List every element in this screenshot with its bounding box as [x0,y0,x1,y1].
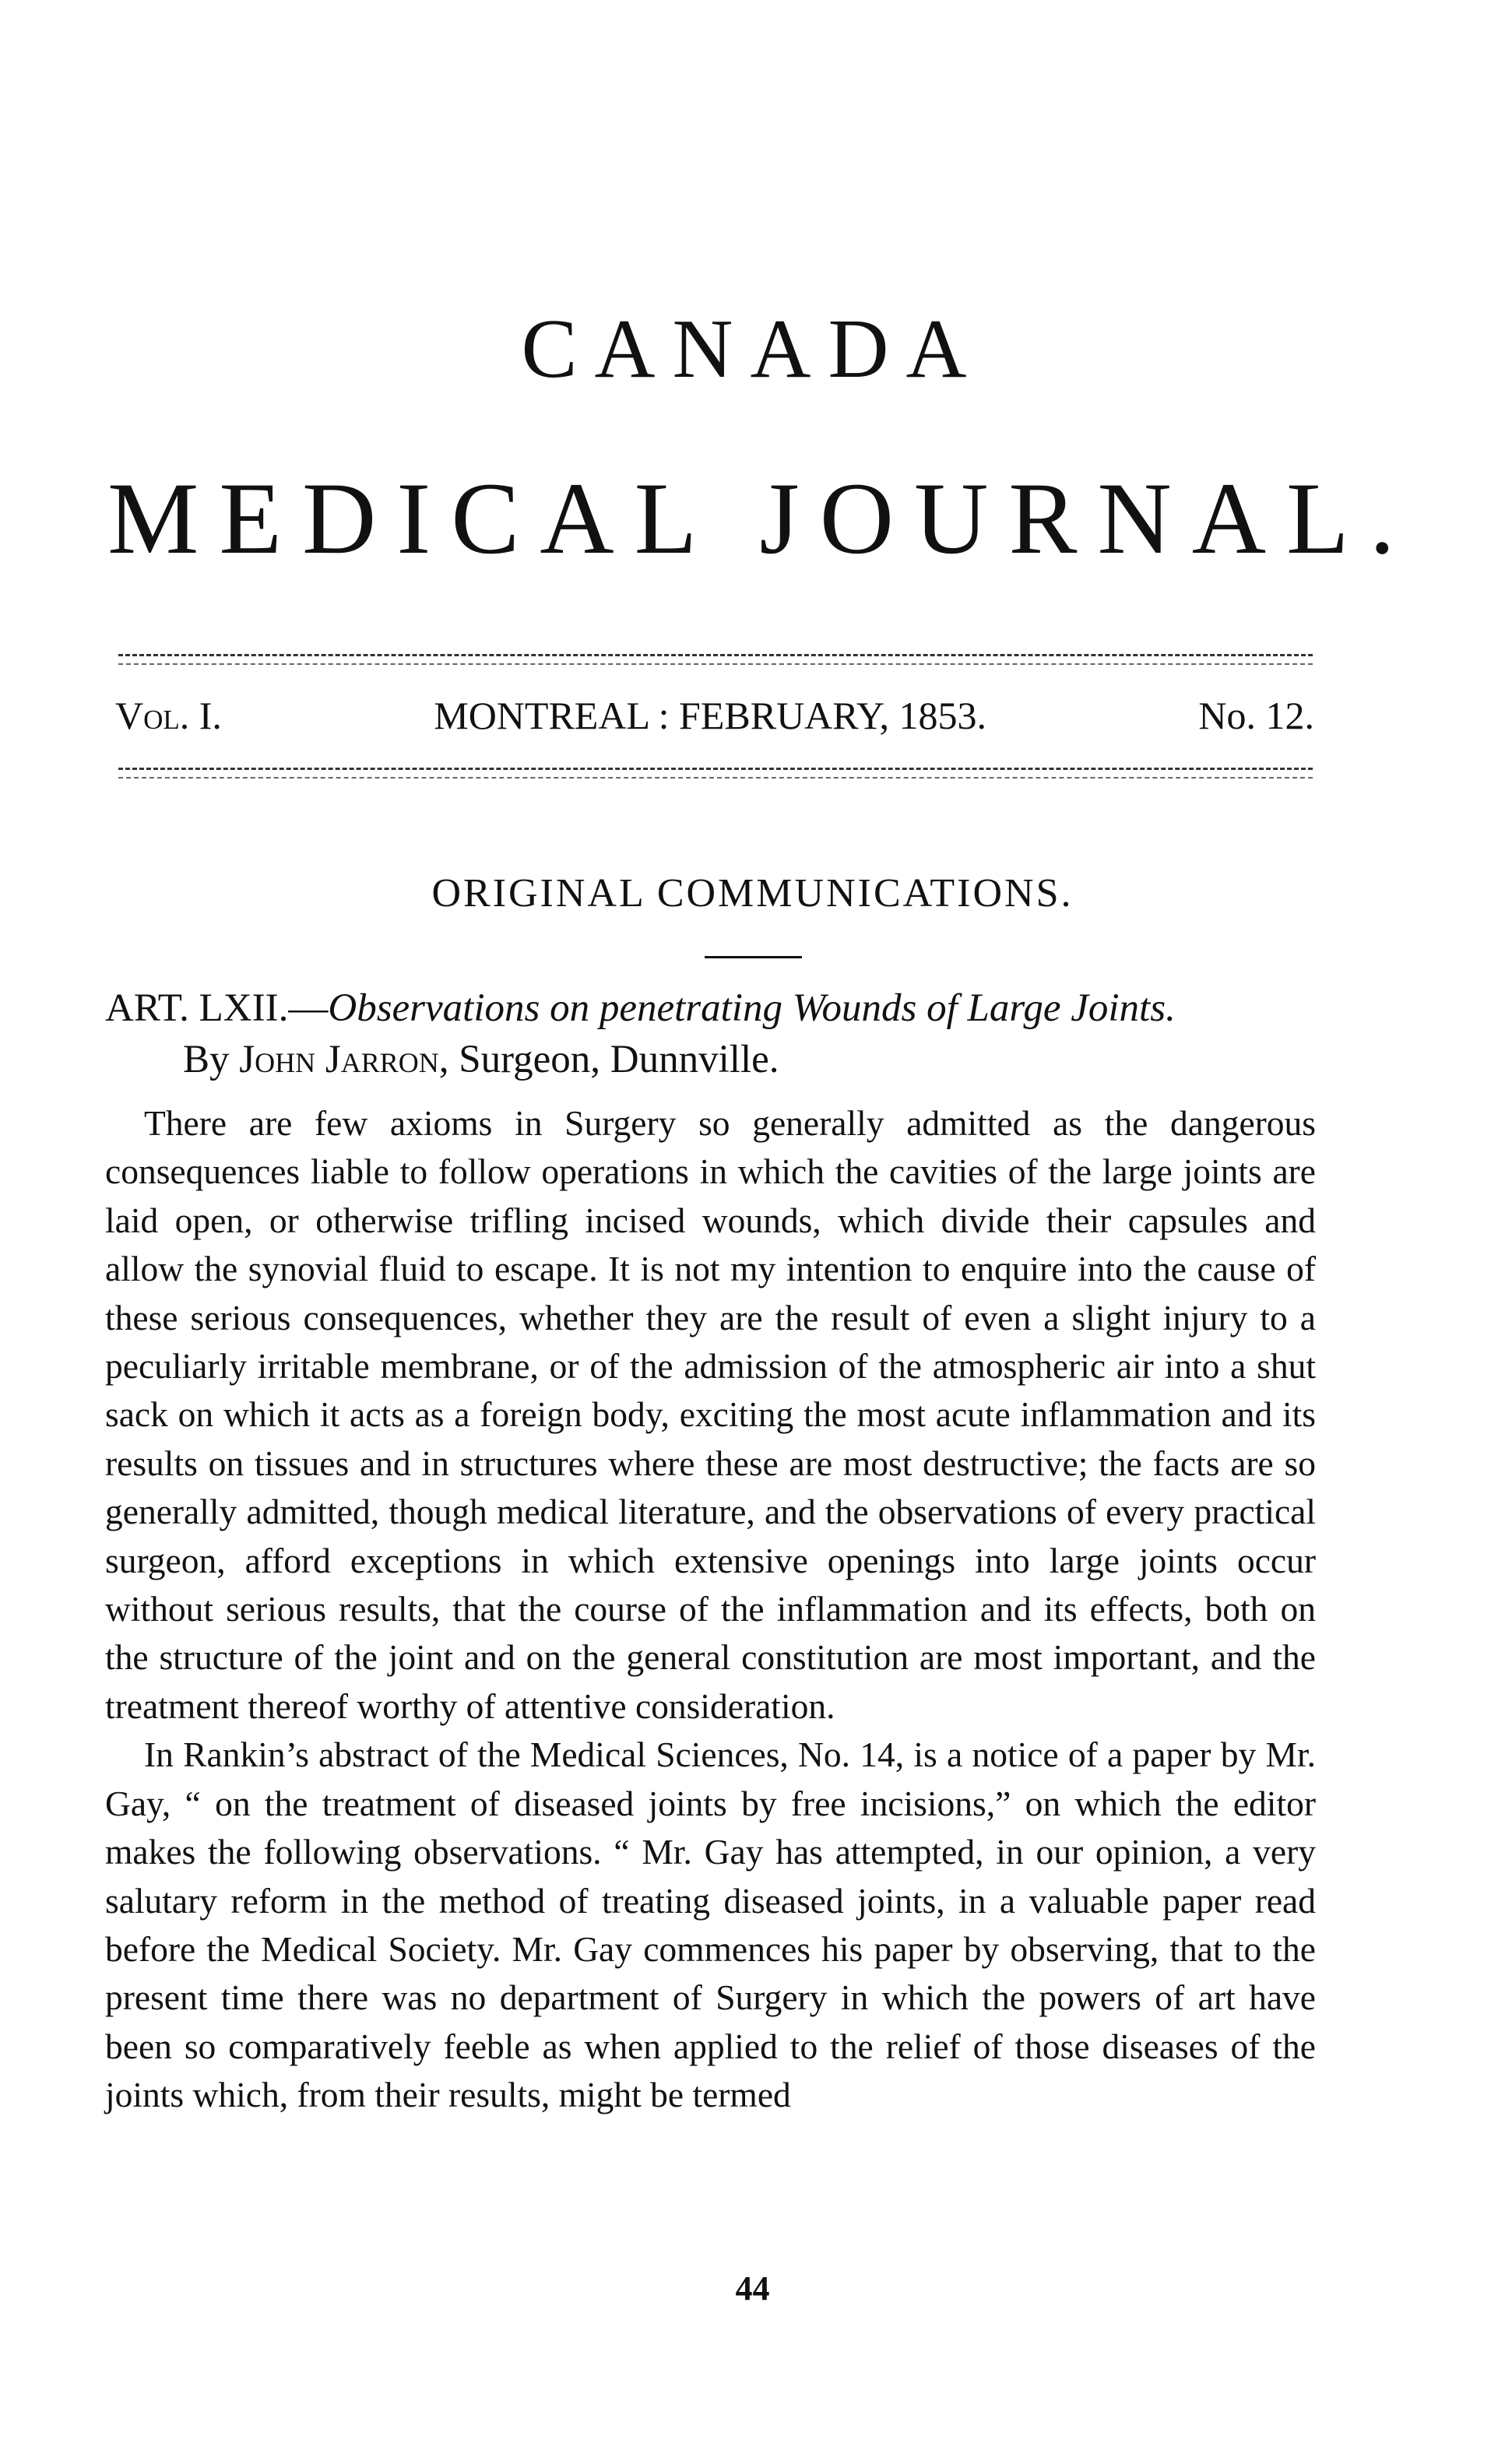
byline-suffix: , Surgeon, Dunnville. [438,1038,779,1081]
article-title: Observations on penetrating Wounds of Large Joints. [328,986,1176,1030]
body-paragraph-2: In Rankin’s abstract of the Medical Sciences, No. 14, is a notice of a paper by Mr. Gay, “ on the treatment of diseased joints by free incisions,” on which the editor makes the following observations. “ Mr. Gay has attempted, in our opinion, a very salutary reform in the method of treating diseased joints, in a valuable paper read before the Medical Society. Mr. Gay commences his paper by observing, that to the present time there was no department of Surgery in which the powers of art have been so comparatively feeble as when applied to the relief of those diseases of the joints which, from their results, might be termed [105,1735,1316,2115]
article-author: John Jarron [239,1038,439,1081]
body-paragraph-1: There are few axioms in Surgery so generally admitted as the dangerous consequences liable to follow operations in which the cavities of the large joints are laid open, or otherwise trifling incised wounds, which divide their capsules and allow the synovial fluid to escape. It is not my intention to enquire into the cause of these serious consequences, whether they are the result of even a slight injury to a peculiarly irritable membrane, or of the admission of the atmospheric air into a shut sack on which it acts as a foreign body, exciting the most acute inflammation and its results on tissues and in structures where these are most destructive; the facts are so generally admitted, though medical literature, and the observations of every practical surgeon, afford exceptions in which extensive openings into large joints occur without serious results, that the course of the inflammation and its effects, both on the structure of the joint and on the general constitution are most important, and the treatment thereof worthy of attentive consideration. [105,1103,1316,1726]
article-byline [105,1034,1320,1085]
article-body [105,1099,1316,2120]
volume-label: Vol. I. [115,694,222,737]
bottom-double-rule [118,768,1313,770]
section-heading: ORIGINAL COMMUNICATIONS. [431,871,1074,916]
page-number: 44 [735,2269,770,2308]
journal-title-canada: CANADA [521,303,984,395]
byline-prefix: By [183,1038,240,1081]
article-number: ART. LXII.— [105,986,329,1030]
article-title-line [105,982,1320,1034]
bottom-double-rule-inner [118,777,1313,779]
article-heading [105,982,1320,1085]
top-double-rule [118,654,1313,656]
issue-line [115,693,1314,738]
place-date-label: MONTREAL : FEBRUARY, 1853. [434,694,987,737]
section-divider [705,956,802,958]
top-double-rule-inner [118,663,1313,665]
journal-title-medical-journal: MEDICAL JOURNAL. [107,461,1415,575]
issue-number-label: No. 12. [1198,694,1314,737]
